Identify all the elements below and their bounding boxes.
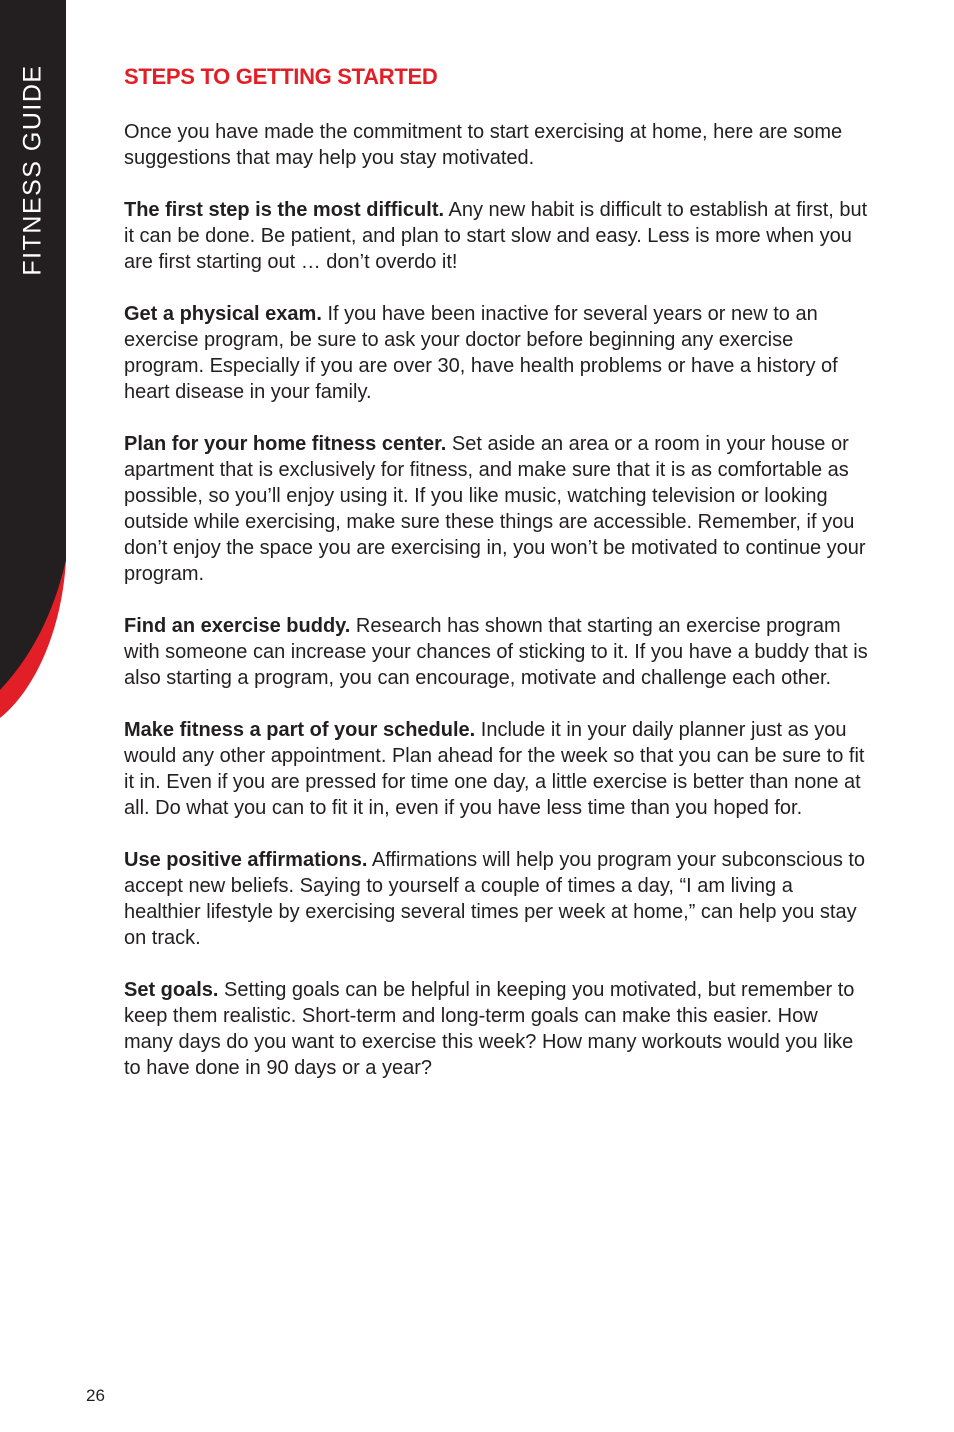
section-text: Set aside an area or a room in your house or apartment that is exclusively for fitness, and make sure that it is as comfortable as possible, so you’ll enjoy using it. If you like music, watching television or looking outside while exercising, make sure these things are accessible. Remember, if you don’t enjoy the space you are exercising in, you won’t be motivated to continue your program. <box>124 433 866 585</box>
section-text: If you have been inactive for several years or new to an exercise program, be sure to ask your doctor before beginning any exercise program. Especially if you are over 30, have health problems or have a history of heart disease in your family. <box>124 303 838 403</box>
section-home-fitness-center <box>124 431 868 587</box>
section-physical-exam <box>124 301 868 405</box>
section-title: The first step is the most difficult. <box>124 199 445 221</box>
section-first-step <box>124 197 868 275</box>
page-title: STEPS TO GETTING STARTED <box>124 64 438 89</box>
section-set-goals <box>124 977 868 1081</box>
section-affirmations <box>124 847 868 951</box>
section-title: Make fitness a part of your schedule. <box>124 719 476 741</box>
section-title: Get a physical exam. <box>124 303 322 325</box>
page-number: 26 <box>86 1386 105 1405</box>
section-text: Include it in your daily planner just as you would any other appointment. Plan ahead for the week so that you can be sure to fit it in. Even if you are pressed for time one day, a little exercise is better than none at all. Do what you can to fit it in, even if you have less time than you hoped for. <box>124 719 865 819</box>
section-exercise-buddy <box>124 613 868 691</box>
section-title: Find an exercise buddy. <box>124 615 351 637</box>
section-title: Set goals. <box>124 979 219 1001</box>
section-title: Use positive affirmations. <box>124 849 368 871</box>
section-title: Plan for your home fitness center. <box>124 433 447 455</box>
intro-paragraph: Once you have made the commitment to start exercising at home, here are some suggestions that may help you stay motivated. <box>124 121 843 169</box>
section-schedule <box>124 717 868 821</box>
section-text: Research has shown that starting an exercise program with someone can increase your chances of sticking to it. If you have a buddy that is also starting a program, you can encourage, motivate and challenge each other. <box>124 615 868 689</box>
side-tab-label: FITNESS GUIDE <box>18 64 47 276</box>
section-text: Affirmations will help you program your subconscious to accept new beliefs. Saying to yourself a couple of times a day, “I am living a healthier lifestyle by exercising several times per week at home,” can help you stay on track. <box>124 849 866 949</box>
section-text: Setting goals can be helpful in keeping you motivated, but remember to keep them realistic. Short-term and long-term goals can make this easier. How many days do you want to exercise this week? How many workouts would you like to have done in 90 days or a year? <box>124 979 855 1079</box>
side-tab <box>0 0 66 720</box>
page-content <box>124 62 868 1107</box>
section-text: Any new habit is difficult to establish at first, but it can be done. Be patient, and plan to start slow and easy. Less is more when you are first starting out … don’t overdo it! <box>124 199 868 273</box>
